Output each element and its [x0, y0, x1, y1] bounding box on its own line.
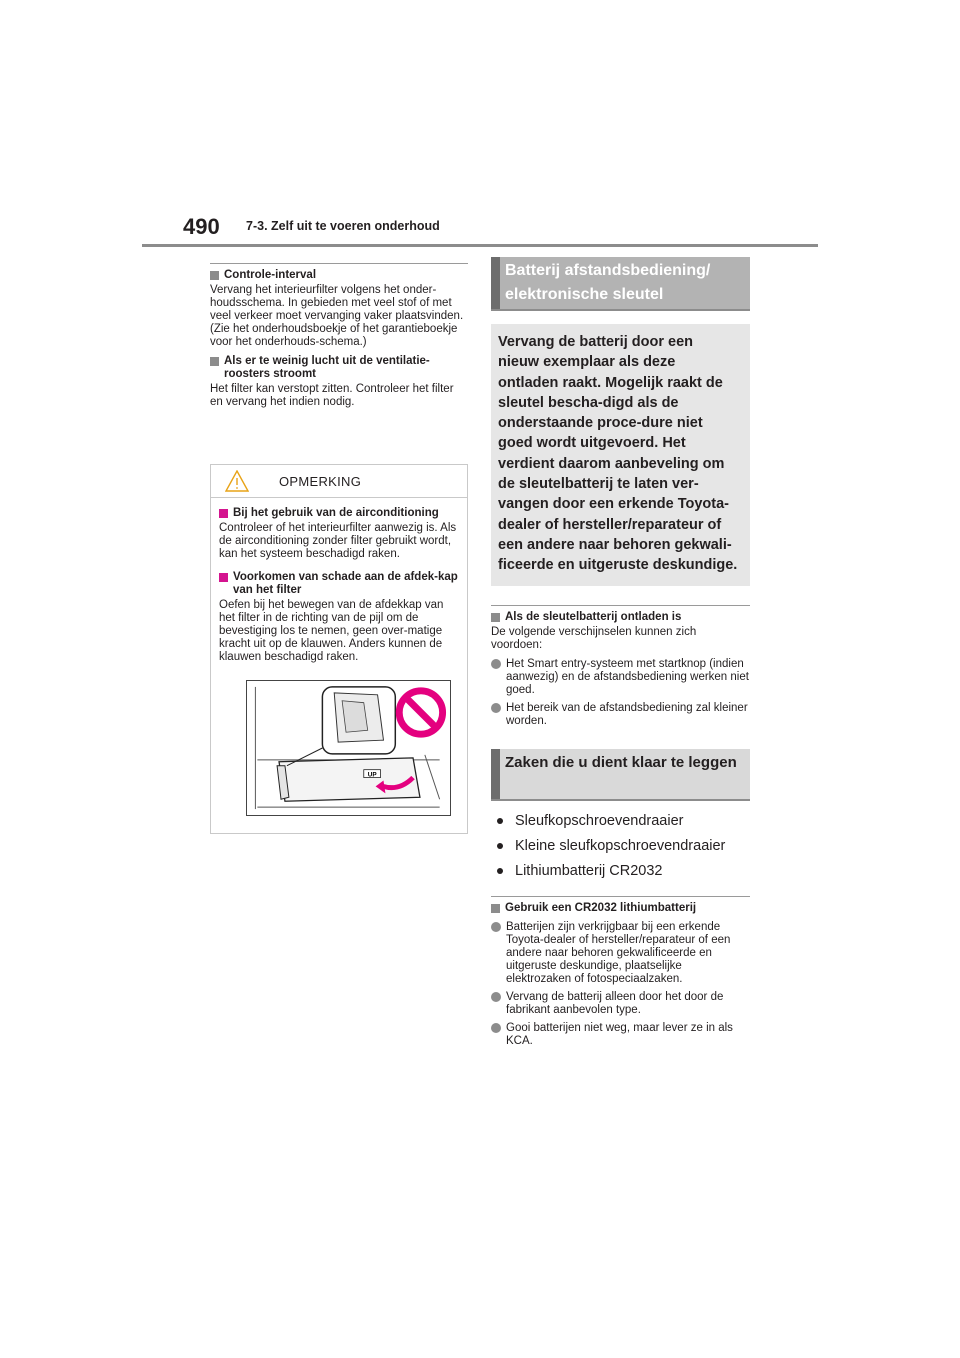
- square-bullet-icon: [210, 357, 219, 366]
- section-title: 7-3. Zelf uit te voeren onderhoud: [246, 219, 440, 233]
- list-item: Batterijen zijn verkrijgbaar bij een erkende Toyota-dealer of hersteller/reparateur of een andere naar behoren gekwalificeerde en uitgeruste deskundige, plaatselijke elektrozaken of fotospeciaalzaken.: [491, 921, 750, 986]
- list-item: Gooi batterijen niet weg, maar lever ze in als KCA.: [491, 1022, 750, 1048]
- heading-accent-bar: [491, 257, 500, 309]
- square-bullet-icon: [219, 509, 228, 518]
- tools-list: [491, 812, 750, 880]
- controle-title: Controle-interval: [210, 269, 468, 282]
- heading-batterij: Batterij afstandsbediening/ elektronische sleutel: [491, 257, 750, 311]
- round-bullet-icon: [491, 659, 501, 669]
- heading-accent-bar: [491, 749, 500, 799]
- notice-box: [210, 464, 468, 834]
- round-bullet-icon: [497, 843, 503, 849]
- warning-triangle-icon: [225, 470, 249, 492]
- heading-zaken: Zaken die u dient klaar te leggen: [491, 749, 750, 801]
- airco-title: Bij het gebruik van de airconditioning: [219, 507, 459, 520]
- round-bullet-icon: [491, 992, 501, 1002]
- ontladen-text: De volgende verschijnselen kunnen zich voordoen:: [491, 625, 697, 651]
- round-bullet-icon: [491, 922, 501, 932]
- list-item: Het bereik van de afstandsbediening zal kleiner worden.: [491, 702, 750, 728]
- notice-body: [211, 498, 467, 821]
- list-item: Het Smart entry-systeem met startknop (indien aanwezig) en de afstandsbediening werken niet goed.: [491, 658, 750, 697]
- square-bullet-icon: [491, 613, 500, 622]
- divider: [210, 263, 468, 264]
- square-bullet-icon: [491, 904, 500, 913]
- ontladen-title: Als de sleutelbatterij ontladen is: [491, 611, 750, 624]
- controle-text: Vervang het interieurfilter volgens het onder-houdsschema. In gebieden met veel stof of met veel verkeer moet vervanging vaker plaatsvinden. (Zie het onderhoudsboekje of het garantieboekje voor het onderhouds-schema.): [210, 284, 464, 348]
- intro-box: Vervang de batterij door een nieuw exemplaar als deze ontladen raakt. Mogelijk raakt de sleutel bescha-digd als de onderstaande proce-dure niet goed wordt uitgevoerd. Het verdient daarom aanbeveling om de sleutelbatterij te laten ver-vangen door een erkende Toyota-dealer of hersteller/reparateur of een andere naar behoren gekwali-ficeerde en uitgeruste deskundige.: [491, 324, 750, 586]
- up-label: UP: [367, 771, 377, 779]
- divider: [491, 605, 750, 606]
- notice-label: OPMERKING: [279, 473, 362, 489]
- divider: [491, 896, 750, 897]
- gebruik-title: Gebruik een CR2032 lithiumbatterij: [491, 902, 750, 915]
- list-item: Sleufkopschroevendraaier: [491, 812, 750, 830]
- notice-header: [211, 465, 467, 498]
- header-rule: [142, 244, 818, 247]
- page-number: 490: [183, 214, 220, 239]
- round-bullet-icon: [497, 868, 503, 874]
- filter-cover-illustration: [246, 680, 451, 816]
- schade-text: Oefen bij het bewegen van de afdekkap van het filter in de richting van de pijl om de bevestiging los te nemen, geen over-matige kracht uit op de klauwen. Anders kunnen de klauwen beschadigd raken.: [219, 599, 444, 663]
- round-bullet-icon: [491, 1023, 501, 1033]
- round-bullet-icon: [497, 818, 503, 824]
- list-item: Vervang de batterij alleen door het door de fabrikant aanbevolen type.: [491, 991, 750, 1017]
- list-item: Kleine sleufkopschroevendraaier: [491, 837, 750, 855]
- lucht-title: Als er te weinig lucht uit de ventilatie-roosters stroomt: [210, 355, 468, 381]
- right-column: [491, 257, 750, 1053]
- left-column-top: [210, 263, 468, 415]
- square-bullet-icon: [210, 271, 219, 280]
- round-bullet-icon: [491, 703, 501, 713]
- lucht-text: Het filter kan verstopt zitten. Controleer het filter en vervang het indien nodig.: [210, 383, 454, 408]
- schade-title: Voorkomen van schade aan de afdek-kap van het filter: [219, 571, 459, 597]
- square-bullet-icon: [219, 573, 228, 582]
- list-item: Lithiumbatterij CR2032: [491, 862, 750, 880]
- airco-text: Controleer of het interieurfilter aanwezig is. Als de airconditioning zonder filter gebruikt wordt, kan het systeem beschadigd raken.: [219, 522, 457, 560]
